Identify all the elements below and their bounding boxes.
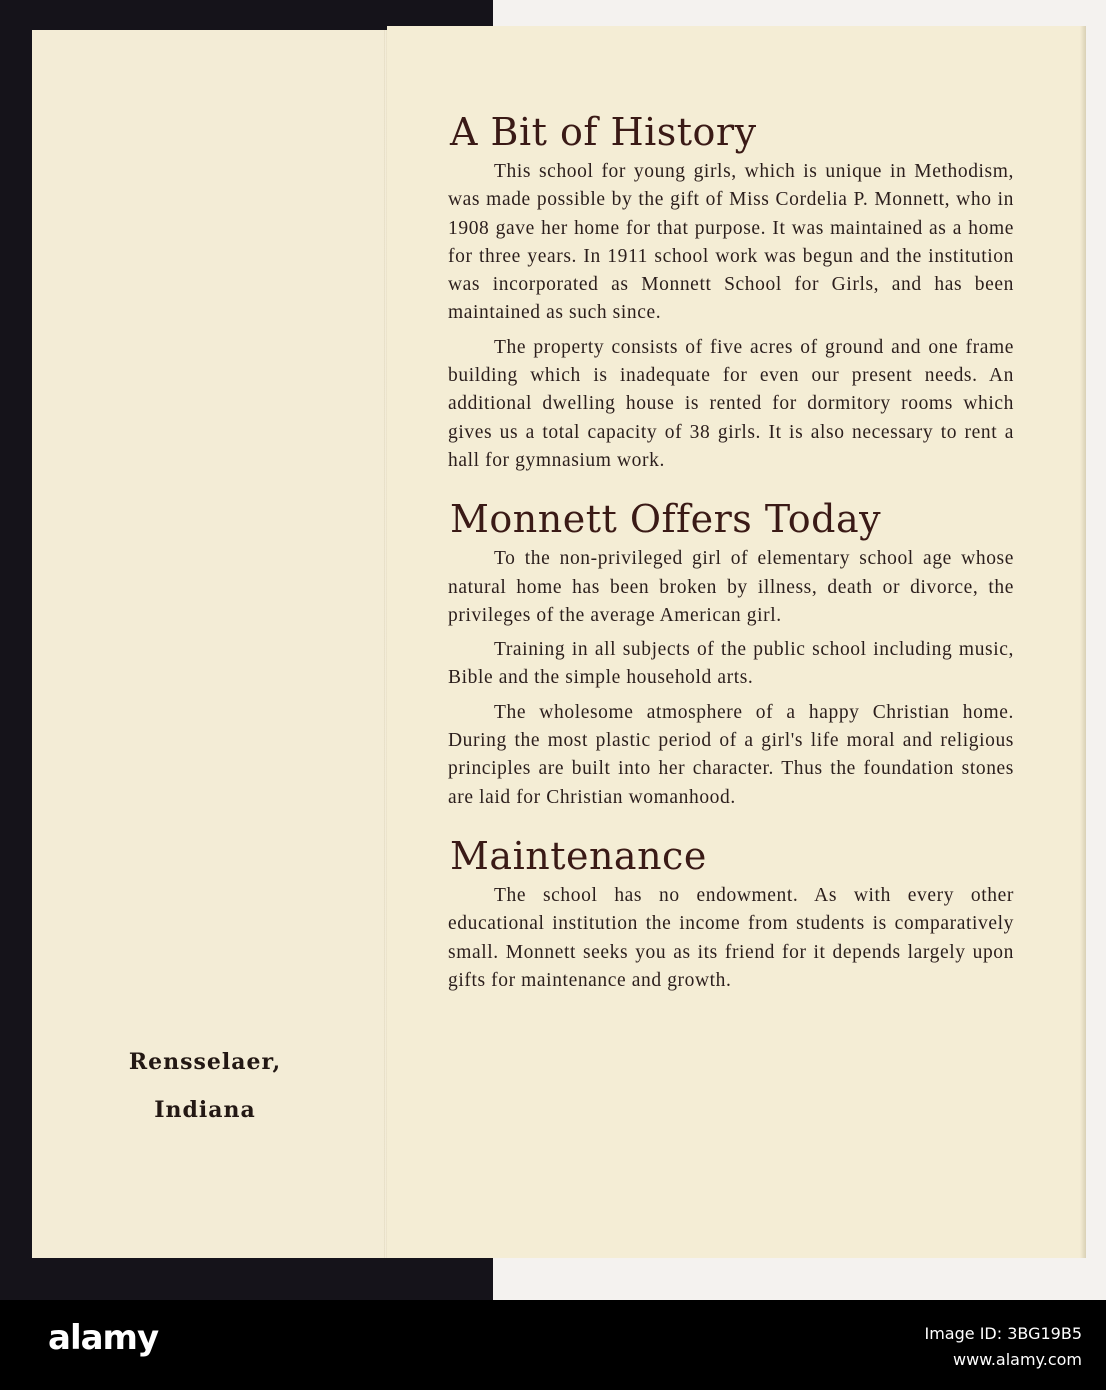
paragraph: The property consists of five acres of ground and one frame building which is inadequate for even our present needs. An additional dwelling house is rented for dormitory rooms which gives us a total capacity of 38 girls. It is also necessary to rent a hall for gymnasium work. xyxy=(448,336,1014,471)
section-heading: A Bit of History xyxy=(450,110,757,154)
section-offers xyxy=(448,495,1014,812)
alamy-logo: alamy xyxy=(48,1318,159,1358)
section-heading: Maintenance xyxy=(450,833,707,878)
watermark-band xyxy=(0,1300,1106,1390)
site-url-text: www.alamy.com xyxy=(953,1350,1082,1369)
place-line-2: Indiana xyxy=(154,1097,256,1123)
section-heading: Monnett Offers Today xyxy=(450,497,882,542)
paragraph: Training in all subjects of the public school including music, Bible and the simple household arts. xyxy=(448,639,1014,689)
section-maintenance xyxy=(448,832,1014,995)
image-id-text: Image ID: 3BG19B5 xyxy=(924,1324,1082,1343)
paragraph: The school has no endowment. As with every other educational institution the income from students is comparatively small. Monnett seeks you as its friend for it depends largely upon gifts for maintenance and growth. xyxy=(448,884,1014,991)
place-name xyxy=(100,1038,310,1134)
brochure-content xyxy=(448,108,1014,1015)
paragraph: The wholesome atmosphere of a happy Christian home. During the most plastic period of a girl's life moral and religious principles are built into her character. Thus the foundation stones are laid for Christian womanhood. xyxy=(448,701,1014,808)
place-line-1: Rensselaer, xyxy=(128,1049,282,1075)
paragraph: To the non-privileged girl of elementary school age whose natural home has been broken by illness, death or divorce, the privileges of the average American girl. xyxy=(448,548,1014,626)
section-history xyxy=(448,108,1014,475)
paragraph: This school for young girls, which is unique in Methodism, was made possible by the gift of Miss Cordelia P. Monnett, who in 1908 gave her home for that purpose. It was maintained as a home for three years. In 1911 school work was begun and the institution was incorporated as Monnett School for Girls, and has been maintained as such since. xyxy=(448,161,1014,324)
